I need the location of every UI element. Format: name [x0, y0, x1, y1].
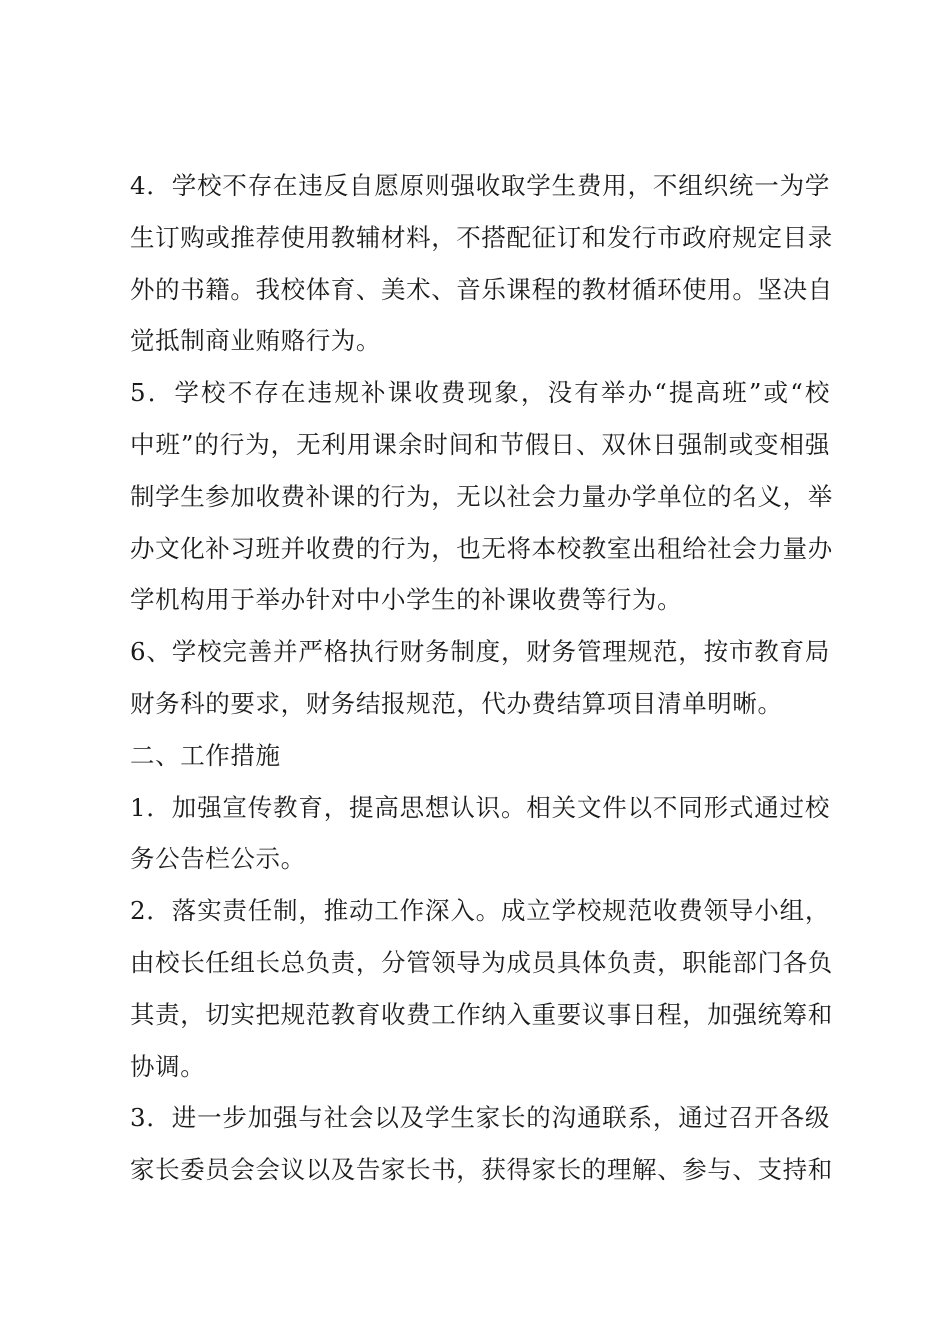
- text-line: 外的书籍。我校体育、美术、音乐课程的教材循环使用。坚决自: [130, 274, 833, 304]
- text-line: 办文化补习班并收费的行为，也无将本校教室出租给社会力量办: [130, 533, 833, 563]
- text-line: 其责，切实把规范教育收费工作纳入重要议事日程，加强统筹和: [130, 999, 833, 1029]
- text-line: 生订购或推荐使用教辅材料，不搭配征订和发行市政府规定目录: [130, 222, 833, 252]
- text-line: 5．学校不存在违规补课收费现象，没有举办“提高班”或“校: [130, 378, 830, 408]
- text-line: 制学生参加收费补课的行为，无以社会力量办学单位的名义，举: [130, 481, 833, 511]
- text-line: 财务科的要求，财务结报规范，代办费结算项目清单明晰。: [130, 688, 783, 718]
- text-line: 2．落实责任制，推动工作深入。成立学校规范收费领导小组，: [130, 896, 830, 926]
- text-line: 家长委员会会议以及告家长书，获得家长的理解、参与、支持和: [130, 1155, 833, 1185]
- document-body: [130, 160, 833, 1196]
- text-line: 3．进一步加强与社会以及学生家长的沟通联系，通过召开各级: [130, 1103, 830, 1133]
- text-line: 二、工作措施: [130, 740, 281, 770]
- text-line: 觉抵制商业贿赂行为。: [130, 326, 381, 356]
- text-line: 4．学校不存在违反自愿原则强收取学生费用，不组织统一为学: [130, 171, 830, 200]
- text-line: 中班”的行为，无利用课余时间和节假日、双休日强制或变相强: [130, 429, 830, 459]
- text-line: 务公告栏公示。: [130, 844, 306, 874]
- text-line: 由校长任组长总负责，分管领导为成员具体负责，职能部门各负: [130, 947, 833, 977]
- text-line: 1．加强宣传教育，提高思想认识。相关文件以不同形式通过校: [130, 792, 830, 822]
- text-line: 6、学校完善并严格执行财务制度，财务管理规范，按市教育局: [130, 637, 830, 667]
- text-line: 协调。: [130, 1051, 206, 1081]
- text-line: 学机构用于举办针对中小学生的补课收费等行为。: [130, 585, 683, 615]
